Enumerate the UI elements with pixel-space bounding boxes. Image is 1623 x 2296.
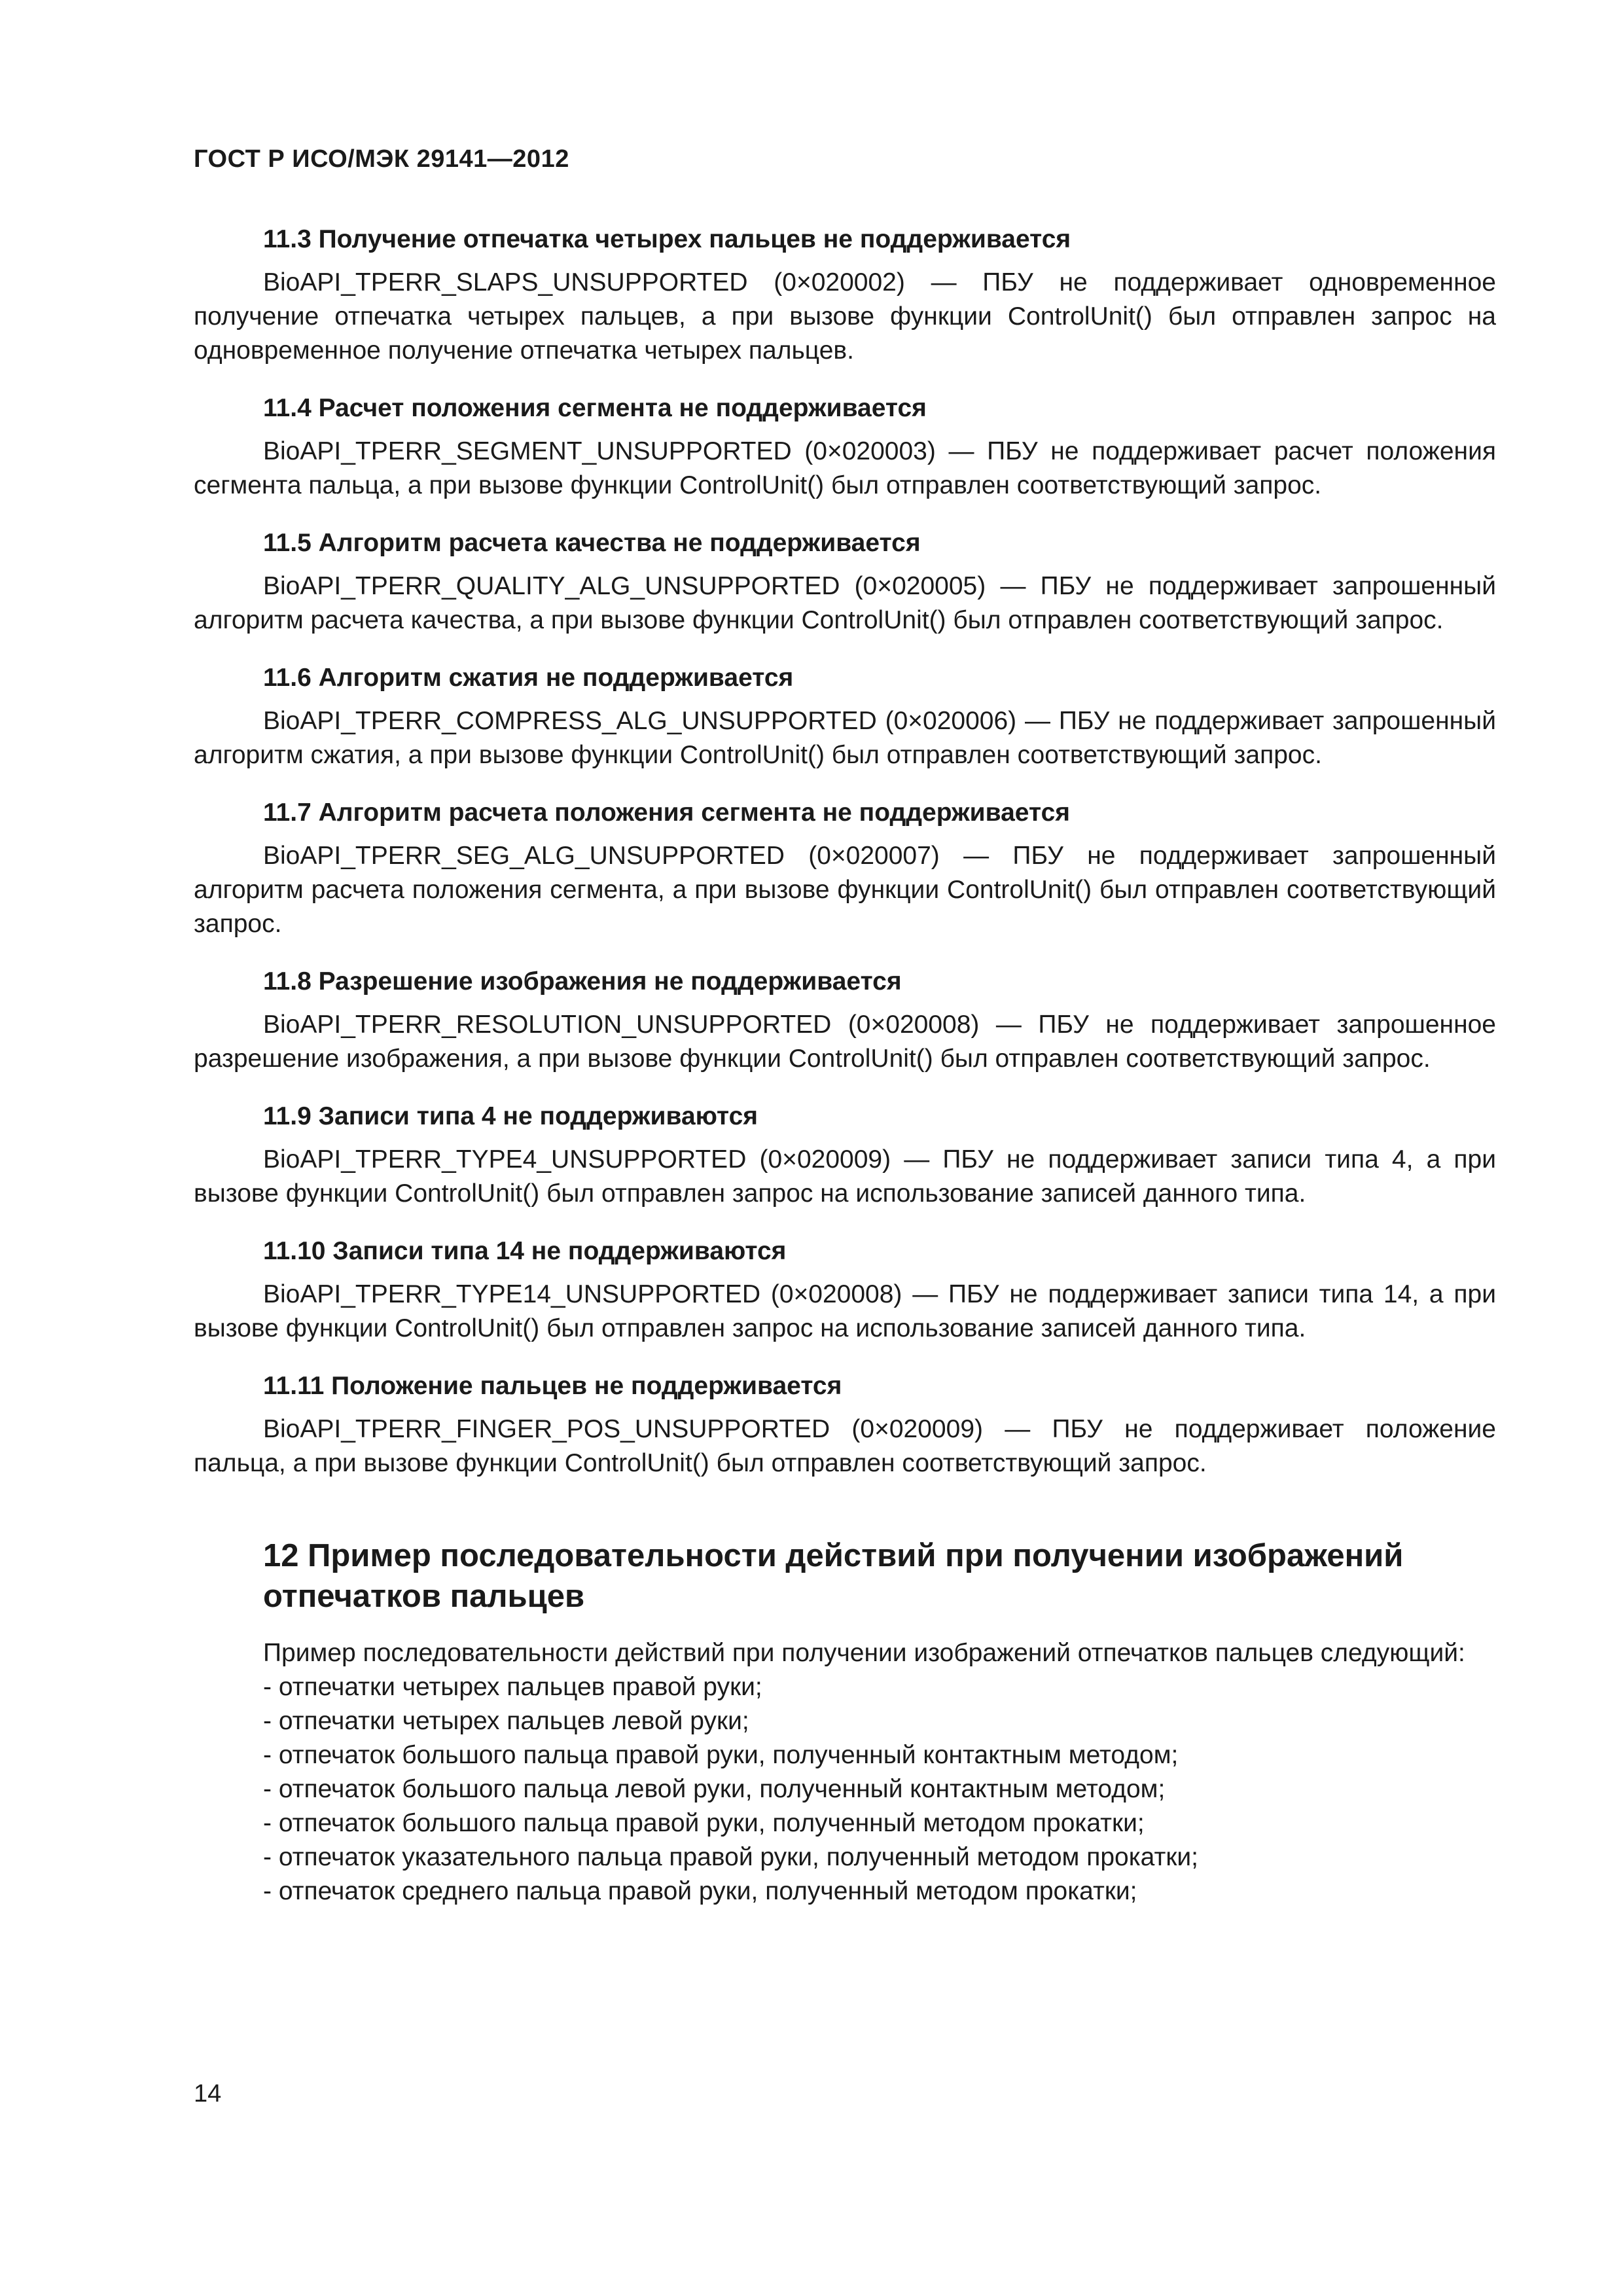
subsection-text-11-7: BioAPI_TPERR_SEG_ALG_UNSUPPORTED (0×020007) — ПБУ не поддерживает запрошенный алгоритм расчета положения сегмента, а при вызове функции ControlUnit() был отправлен соответствующий запрос. (194, 842, 1496, 938)
section-12-title: 12 Пример последовательности действий при получении изображений отпечатков пальцев (263, 1538, 1404, 1614)
subsection-text-11-9: BioAPI_TPERR_TYPE4_UNSUPPORTED (0×020009) — ПБУ не поддерживает записи типа 4, а при вызове функции ControlUnit() был отправлен запрос на использование записей данного типа. (194, 1145, 1496, 1208)
subsection-title-11-4: 11.4 Расчет положения сегмента не поддерживается (263, 394, 927, 422)
list-item: - отпечаток большого пальца левой руки, полученный контактным методом; (263, 1775, 1166, 1803)
list-item: - отпечаток среднего пальца правой руки, полученный методом прокатки; (263, 1877, 1137, 1905)
list-item: - отпечаток большого пальца правой руки, полученный контактным методом; (263, 1741, 1179, 1769)
list-item: - отпечатки четырех пальцев левой руки; (263, 1707, 749, 1735)
subsection-text-11-6: BioAPI_TPERR_COMPRESS_ALG_UNSUPPORTED (0×020006) — ПБУ не поддерживает запрошенный алгоритм сжатия, а при вызове функции ControlUnit() был отправлен соответствующий запрос. (194, 707, 1496, 769)
standard-designation: ГОСТ Р ИСО/МЭК 29141—2012 (194, 145, 569, 173)
subsection-text-11-3: BioAPI_TPERR_SLAPS_UNSUPPORTED (0×020002) — ПБУ не поддерживает одновременное получение отпечатка четырех пальцев, а при вызове функции ControlUnit() был отправлен запрос на одновременное получение отпечатка четырех пальцев. (194, 268, 1496, 365)
subsection-title-11-3: 11.3 Получение отпечатка четырех пальцев не поддерживается (263, 225, 1071, 253)
list-item: - отпечатки четырех пальцев правой руки; (263, 1673, 762, 1701)
subsection-title-11-11: 11.11 Положение пальцев не поддерживается (263, 1372, 842, 1400)
subsection-text-11-5: BioAPI_TPERR_QUALITY_ALG_UNSUPPORTED (0×020005) — ПБУ не поддерживает запрошенный алгоритм расчета качества, а при вызове функции ControlUnit() был отправлен соответствующий запрос. (194, 572, 1496, 634)
list-item: - отпечаток указательного пальца правой руки, полученный методом прокатки; (263, 1843, 1199, 1871)
subsection-title-11-5: 11.5 Алгоритм расчета качества не поддерживается (263, 529, 921, 557)
subsection-text-11-11: BioAPI_TPERR_FINGER_POS_UNSUPPORTED (0×020009) — ПБУ не поддерживает положение пальца, а при вызове функции ControlUnit() был отправлен соответствующий запрос. (194, 1415, 1496, 1477)
subsection-title-11-8: 11.8 Разрешение изображения не поддерживается (263, 967, 902, 996)
page-number: 14 (194, 2080, 222, 2108)
subsection-text-11-8: BioAPI_TPERR_RESOLUTION_UNSUPPORTED (0×020008) — ПБУ не поддерживает запрошенное разрешение изображения, а при вызове функции ControlUnit() был отправлен соответствующий запрос. (194, 1011, 1496, 1073)
page-content (194, 223, 1496, 1909)
subsection-title-11-10: 11.10 Записи типа 14 не поддерживаются (263, 1237, 787, 1265)
sequence-list (194, 1670, 1496, 1909)
section-12-intro: Пример последовательности действий при получении изображений отпечатков пальцев следующий: (263, 1639, 1465, 1667)
list-item: - отпечаток большого пальца правой руки, полученный методом прокатки; (263, 1809, 1145, 1837)
subsection-text-11-4: BioAPI_TPERR_SEGMENT_UNSUPPORTED (0×020003) — ПБУ не поддерживает расчет положения сегмента пальца, а при вызове функции ControlUnit() был отправлен соответствующий запрос. (194, 437, 1496, 499)
subsection-text-11-10: BioAPI_TPERR_TYPE14_UNSUPPORTED (0×020008) — ПБУ не поддерживает записи типа 14, а при вызове функции ControlUnit() был отправлен запрос на использование записей данного типа. (194, 1280, 1496, 1342)
subsection-title-11-6: 11.6 Алгоритм сжатия не поддерживается (263, 664, 794, 692)
subsection-title-11-9: 11.9 Записи типа 4 не поддерживаются (263, 1102, 758, 1130)
subsection-title-11-7: 11.7 Алгоритм расчета положения сегмента не поддерживается (263, 798, 1071, 827)
